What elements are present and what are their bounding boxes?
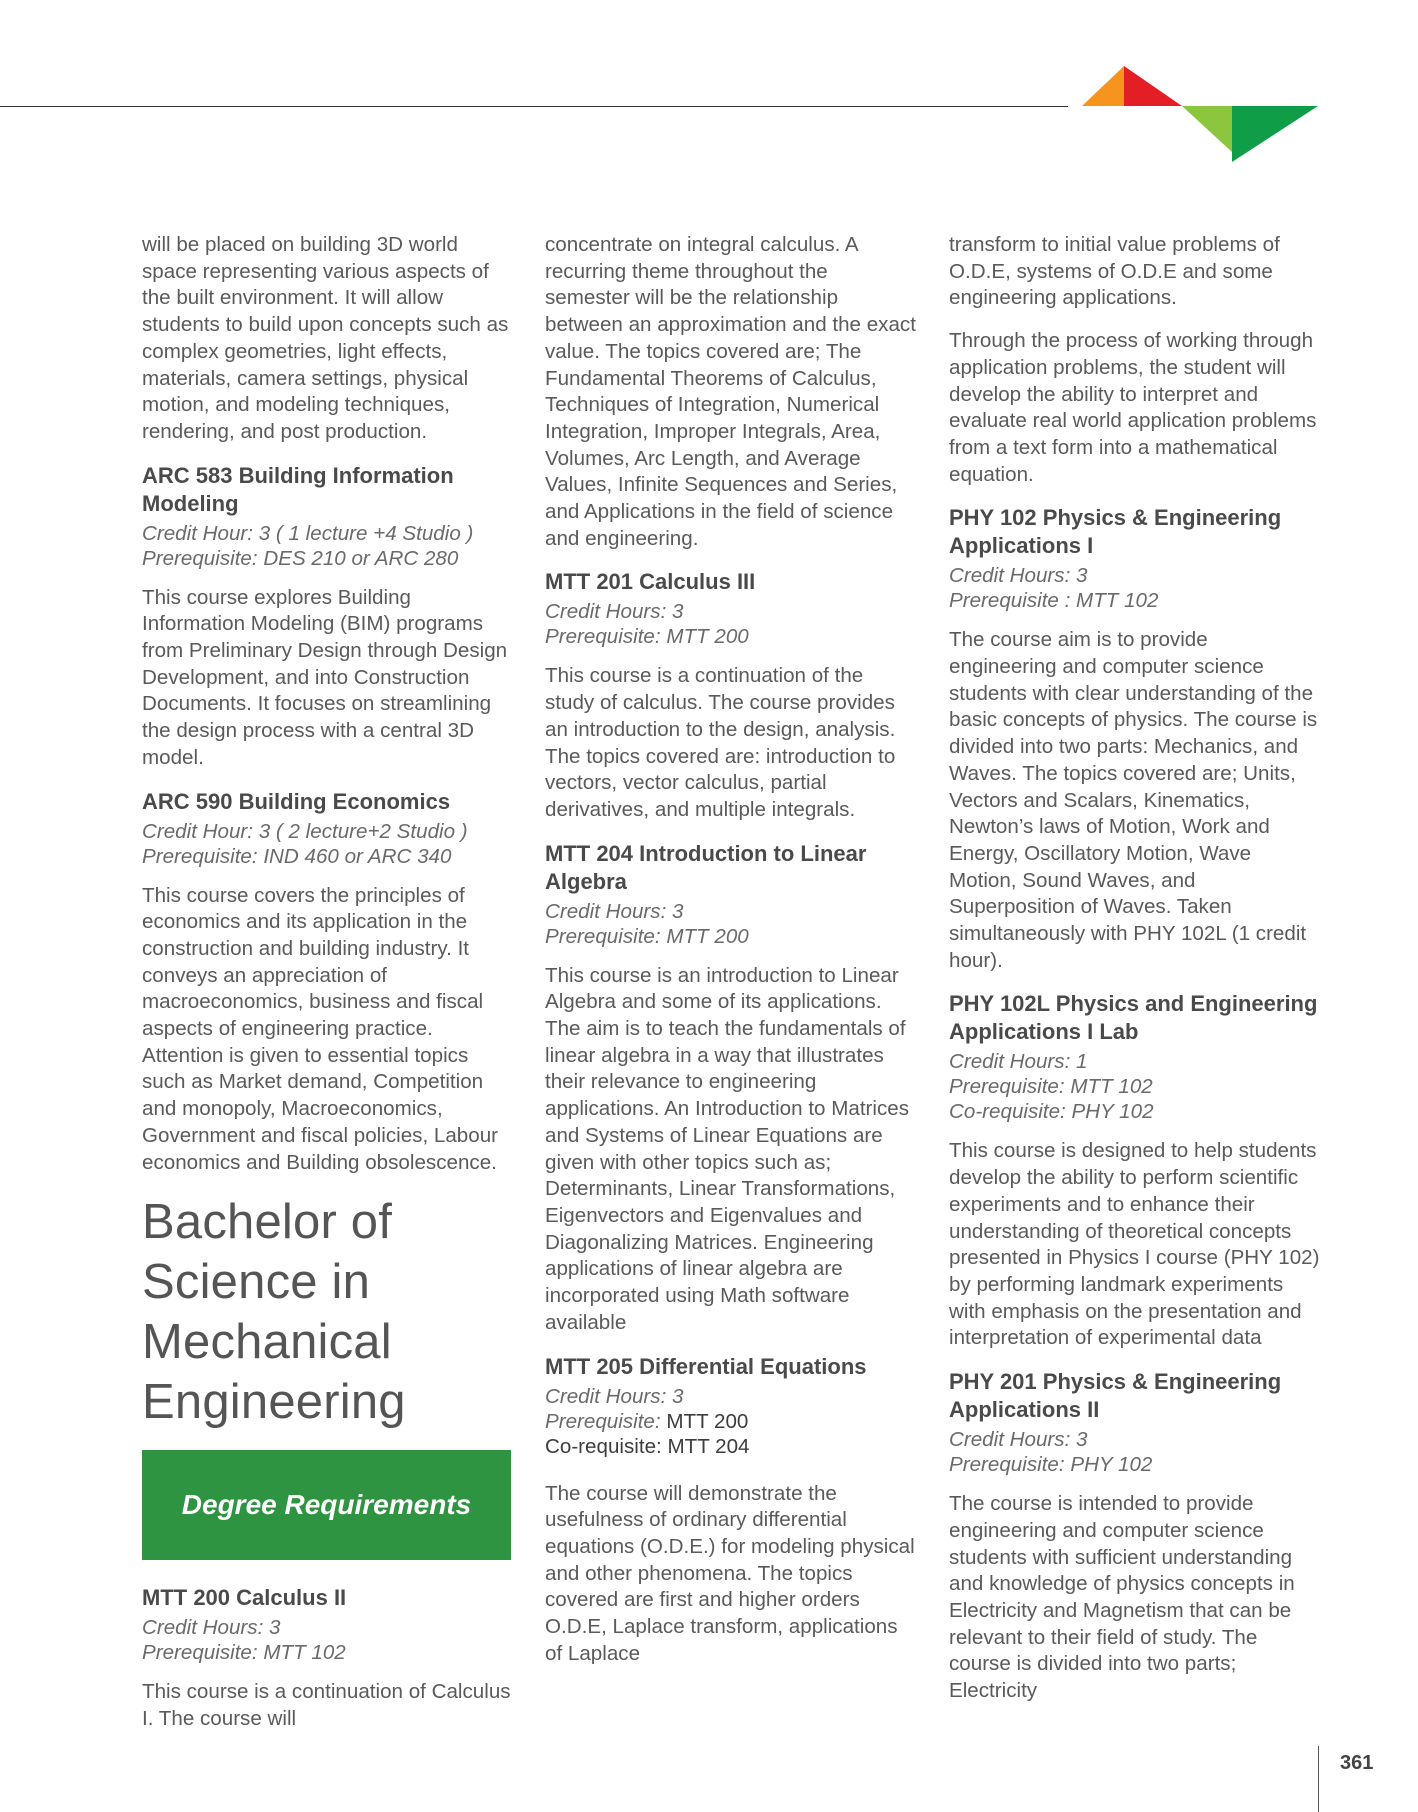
course-meta-arc590 xyxy=(142,819,514,869)
column-2 xyxy=(545,232,917,1683)
page-number: 361 xyxy=(1340,1752,1374,1774)
course-description-mtt205: The course will demonstrate the usefulness of ordinary differential equations (O.D.E.) for modeling physical and other phenomena. The topics covered are first and higher orders O.D.E, Laplace transform, applications of Laplace xyxy=(545,1481,915,1665)
logo-red-triangle xyxy=(1124,66,1182,106)
prerequisite: Prerequisite: MTT 102 xyxy=(142,1641,346,1665)
prerequisite: Prerequisite : MTT 102 xyxy=(949,589,1159,613)
course-title-arc583: ARC 583 Building Information Modeling xyxy=(142,462,454,516)
course-meta-phy102 xyxy=(949,563,1321,613)
col2-intro-text: concentrate on integral calculus. A recurring theme throughout the semester will be the relationship between an approximation and the exact value. The topics covered are; The Fundamental Theorems of Calculus, Techniques of Integration, Numerical Integration, Improper Integrals, Area, Volumes, Arc Length, and Average Values, Infinite Sequences and Series, and Applications in the field of science and engineering. xyxy=(545,233,916,550)
course-title-mtt200: MTT 200 Calculus II xyxy=(142,1585,347,1611)
credit-hours: Credit Hours: 3 xyxy=(949,564,1088,588)
degree-requirements-banner: Degree Requirements xyxy=(142,1450,511,1560)
credit-hours: Credit Hours: 3 xyxy=(545,899,684,923)
col3-intro-text-2: Through the process of working through application problems, the student will develop the ability to interpret and evaluate real world application problems from a text form into a mathematical equation. xyxy=(949,329,1317,486)
prerequisite: Prerequisite: DES 210 or ARC 280 xyxy=(142,546,459,570)
course-description-phy201: The course is intended to provide engineering and computer science students with sufficient understanding and knowledge of physics concepts in Electricity and Magnetism that can be relevant to their field of study. The course is divided into two parts; Electricity xyxy=(949,1492,1295,1703)
course-description-mtt204: This course is an introduction to Linear Algebra and some of its applications. The aim is to teach the fundamentals of linear algebra in a way that illustrates their relevance to engineering applications. An Introduction to Matrices and Systems of Linear Equations are given with other topics such as; Determinants, Linear Transformations, Eigenvectors and Eigenvalues and Diagonalizing Matrices. Engineering applications of linear algebra are incorporated using Math software available xyxy=(545,963,910,1334)
prerequisite: Prerequisite: IND 460 or ARC 340 xyxy=(142,844,452,868)
prerequisite-label: Prerequisite: xyxy=(545,1409,667,1433)
course-description-mtt201: This course is a continuation of the study of calculus. The course provides an introduction to the design, analysis. The topics covered are: introduction to vectors, vector calculus, partial derivatives, and multiple integrals. xyxy=(545,664,896,821)
credit-hours: Credit Hours: 3 xyxy=(545,600,684,624)
credit-hours: Credit Hours: 3 xyxy=(545,1384,684,1408)
course-meta-phy201 xyxy=(949,1427,1321,1477)
credit-hours: Credit Hour: 3 ( 1 lecture +4 Studio ) xyxy=(142,521,474,545)
course-description-mtt200: This course is a continuation of Calculus I. The course will xyxy=(142,1680,511,1730)
column-3 xyxy=(949,232,1321,1721)
column-1 xyxy=(142,232,514,1749)
course-title-mtt204: MTT 204 Introduction to Linear Algebra xyxy=(545,840,867,894)
col1-intro-text: will be placed on building 3D world space representing various aspects of the built environment. It will allow students to build upon concepts such as complex geometries, light effects, materials, camera settings, physical motion, and modeling techniques, rendering, and post production. xyxy=(142,233,509,443)
header-rule xyxy=(0,106,1068,107)
logo-lightgreen-triangle xyxy=(1182,106,1232,152)
prerequisite: Prerequisite: MTT 200 xyxy=(545,924,749,948)
credit-hours: Credit Hours: 3 xyxy=(142,1616,281,1640)
credit-hours: Credit Hours: 1 xyxy=(949,1050,1088,1074)
corequisite: Co-requisite: MTT 204 xyxy=(545,1434,750,1458)
course-meta-phy102l xyxy=(949,1049,1321,1124)
course-description-phy102l: This course is designed to help students develop the ability to perform scientific experiments and to enhance their understanding of theoretical concepts presented in Physics I course (PHY 102) by performing landmark experiments with emphasis on the presentation and interpretation of experimental data xyxy=(949,1139,1320,1350)
course-description-arc583: This course explores Building Information Modeling (BIM) programs from Preliminary Design through Design Development, and into Construction Documents. It focuses on streamlining the design process with a central 3D model. xyxy=(142,585,508,769)
triangle-logo xyxy=(1082,50,1322,162)
course-meta-mtt200 xyxy=(142,1615,514,1665)
credit-hours: Credit Hour: 3 ( 2 lecture+2 Studio ) xyxy=(142,819,468,843)
logo-orange-triangle xyxy=(1082,66,1124,106)
prerequisite-value: MTT 200 xyxy=(666,1409,749,1433)
logo-green-triangle xyxy=(1232,106,1318,162)
prerequisite: Prerequisite: MTT 200 xyxy=(545,625,749,649)
course-title-phy201: PHY 201 Physics & Engineering Applications II xyxy=(949,1369,1282,1423)
prerequisite: Prerequisite: PHY 102 xyxy=(949,1453,1153,1477)
course-title-phy102: PHY 102 Physics & Engineering Applications I xyxy=(949,505,1282,559)
course-description-arc590: This course covers the principles of economics and its application in the construction and building industry. It conveys an appreciation of macroeconomics, business and fiscal aspects of engineering practice. Attention is given to essential topics such as Market demand, Competition and monopoly, Macroeconomics, Government and fiscal policies, Labour economics and Building obsolescence. xyxy=(142,883,499,1174)
corequisite: Co-requisite: PHY 102 xyxy=(949,1100,1154,1124)
page-number-separator xyxy=(1318,1746,1319,1812)
program-title: Bachelor of Science in Mechanical Engineering xyxy=(142,1195,406,1430)
credit-hours: Credit Hours: 3 xyxy=(949,1428,1088,1452)
course-title-mtt201: MTT 201 Calculus III xyxy=(545,569,756,595)
course-description-phy102: The course aim is to provide engineering and computer science students with clear understanding of the basic concepts of physics. The course is divided into two parts: Mechanics, and Waves. The topics covered are; Units, Vectors and Scalars, Kinematics, Newton’s laws of Motion, Work and Energy, Oscillatory Motion, Wave Motion, Sound Waves, and Superposition of Waves. Taken simultaneously with PHY 102L (1 credit hour). xyxy=(949,628,1318,972)
course-title-arc590: ARC 590 Building Economics xyxy=(142,788,451,814)
prerequisite xyxy=(545,1409,917,1434)
course-meta-mtt201 xyxy=(545,599,917,649)
col3-intro-text: transform to initial value problems of O.D.E, systems of O.D.E and some engineering applications. xyxy=(949,233,1280,310)
course-title-mtt205: MTT 205 Differential Equations xyxy=(545,1353,867,1379)
prerequisite: Prerequisite: MTT 102 xyxy=(949,1075,1153,1099)
course-meta-arc583 xyxy=(142,521,514,571)
course-meta-mtt205 xyxy=(545,1384,917,1459)
course-meta-mtt204 xyxy=(545,899,917,949)
course-title-phy102l: PHY 102L Physics and Engineering Applications I Lab xyxy=(949,991,1318,1045)
